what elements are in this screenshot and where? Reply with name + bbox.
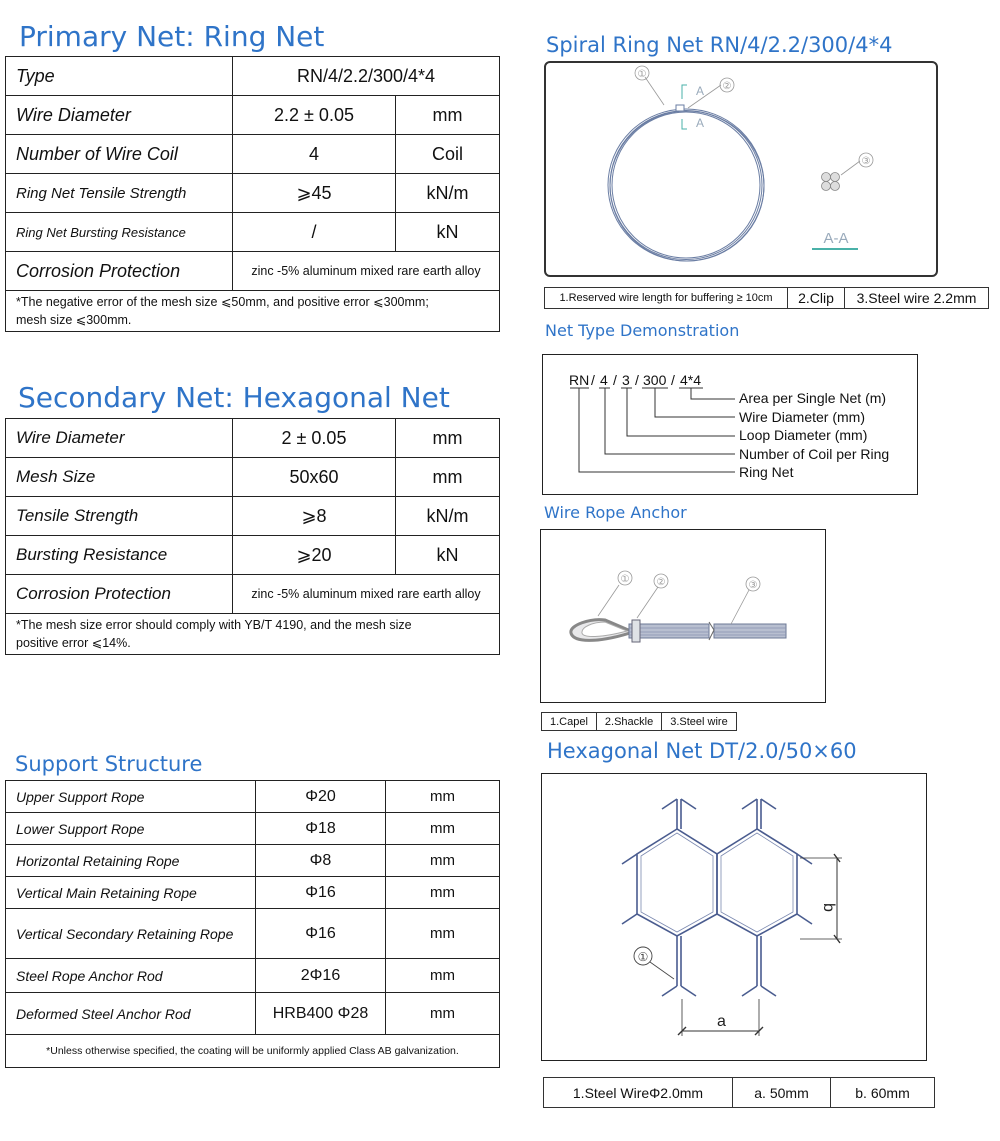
svg-text:/: / bbox=[591, 372, 595, 388]
spiral-ring-diagram bbox=[544, 61, 938, 277]
hex-legend bbox=[543, 1077, 935, 1108]
net-type-diagram bbox=[542, 354, 918, 495]
row-unit: mm bbox=[386, 813, 500, 845]
section-label: A-A bbox=[823, 230, 849, 247]
row-label: Bursting Resistance bbox=[6, 536, 233, 575]
row-label: Vertical Secondary Retaining Rope bbox=[6, 909, 256, 959]
support-structure-table bbox=[5, 780, 500, 1068]
row-unit: mm bbox=[386, 845, 500, 877]
row-label: Lower Support Rope bbox=[6, 813, 256, 845]
spiral-legend bbox=[544, 287, 989, 309]
row-value: 50x60 bbox=[233, 458, 396, 497]
row-label: Ring Net Tensile Strength bbox=[6, 174, 233, 213]
legend-item: 2.Shackle bbox=[596, 713, 661, 731]
legend-item: 1.Capel bbox=[542, 713, 597, 731]
table-note bbox=[6, 614, 500, 655]
table-row bbox=[6, 57, 500, 96]
table-row bbox=[6, 252, 500, 291]
hex-drawing bbox=[542, 774, 926, 1060]
marker-2: ② bbox=[722, 81, 732, 92]
row-label: Number of Wire Coil bbox=[6, 135, 233, 174]
row-label: Steel Rope Anchor Rod bbox=[6, 959, 256, 993]
row-value: zinc -5% aluminum mixed rare earth alloy bbox=[233, 252, 500, 291]
table-row bbox=[6, 993, 500, 1035]
row-label: Deformed Steel Anchor Rod bbox=[6, 993, 256, 1035]
spiral-ring-drawing bbox=[546, 63, 936, 275]
table-row bbox=[6, 497, 500, 536]
code-part: 3 bbox=[622, 372, 630, 388]
row-unit: kN bbox=[396, 536, 500, 575]
row-label: Wire Diameter bbox=[6, 96, 233, 135]
table-row bbox=[6, 536, 500, 575]
row-value: ⩾20 bbox=[233, 536, 396, 575]
row-label: Ring Net Bursting Resistance bbox=[6, 213, 233, 252]
legend-item: 3.Steel wire 2.2mm bbox=[845, 288, 989, 309]
marker-3: ③ bbox=[861, 156, 871, 167]
note-line: *The negative error of the mesh size ⩽50mm, and positive error ⩽300mm; bbox=[16, 295, 429, 309]
row-unit: mm bbox=[386, 959, 500, 993]
row-label: Type bbox=[6, 57, 233, 96]
legend-item: a. 50mm bbox=[733, 1078, 831, 1108]
row-value: ⩾8 bbox=[233, 497, 396, 536]
table-row bbox=[6, 213, 500, 252]
section-a-top: A bbox=[696, 84, 705, 98]
row-unit: mm bbox=[396, 96, 500, 135]
svg-text:/: / bbox=[613, 372, 617, 388]
row-value: Φ16 bbox=[256, 877, 386, 909]
table-row bbox=[6, 909, 500, 959]
row-value: zinc -5% aluminum mixed rare earth alloy bbox=[233, 575, 500, 614]
row-value: Φ8 bbox=[256, 845, 386, 877]
dim-a-label: a bbox=[717, 1013, 726, 1030]
marker-3: ③ bbox=[748, 580, 758, 591]
net-type-item: Ring Net bbox=[739, 464, 794, 480]
note-line: *The mesh size error should comply with YB/T 4190, and the mesh size bbox=[16, 618, 412, 632]
legend-item: 1.Steel WireΦ2.0mm bbox=[544, 1078, 733, 1108]
dim-b-label: b bbox=[820, 903, 837, 912]
table-row bbox=[6, 458, 500, 497]
row-label: Wire Diameter bbox=[6, 419, 233, 458]
marker-1: ① bbox=[637, 950, 649, 964]
section-a-bottom: A bbox=[696, 116, 705, 130]
row-unit: mm bbox=[386, 909, 500, 959]
marker-1: ① bbox=[620, 574, 630, 585]
legend-item: 1.Reserved wire length for buffering ≥ 10cm bbox=[545, 288, 788, 309]
wire-rope-anchor-diagram bbox=[540, 529, 826, 703]
net-type-item: Wire Diameter (mm) bbox=[739, 409, 865, 425]
table-row bbox=[6, 877, 500, 909]
row-value: ⩾45 bbox=[233, 174, 396, 213]
secondary-net-table bbox=[5, 418, 500, 655]
net-type-item: Loop Diameter (mm) bbox=[739, 427, 868, 443]
row-unit: Coil bbox=[396, 135, 500, 174]
row-value: 2.2 ± 0.05 bbox=[233, 96, 396, 135]
row-label: Mesh Size bbox=[6, 458, 233, 497]
support-structure-title: Support Structure bbox=[15, 752, 203, 776]
row-unit: mm bbox=[386, 993, 500, 1035]
table-row bbox=[6, 813, 500, 845]
primary-net-title: Primary Net: Ring Net bbox=[19, 20, 325, 53]
marker-2: ② bbox=[656, 577, 666, 588]
hexagonal-net-diagram bbox=[541, 773, 927, 1061]
spiral-ring-net-title: Spiral Ring Net RN/4/2.2/300/4*4 bbox=[546, 33, 893, 57]
svg-text:/: / bbox=[635, 372, 639, 388]
row-label: Corrosion Protection bbox=[6, 252, 233, 291]
table-row bbox=[6, 135, 500, 174]
net-type-title: Net Type Demonstration bbox=[545, 321, 740, 340]
row-value: 2 ± 0.05 bbox=[233, 419, 396, 458]
note-row bbox=[6, 291, 500, 332]
row-unit: mm bbox=[386, 781, 500, 813]
table-row bbox=[6, 845, 500, 877]
row-unit: kN bbox=[396, 213, 500, 252]
row-label: Horizontal Retaining Rope bbox=[6, 845, 256, 877]
net-type-item: Number of Coil per Ring bbox=[739, 446, 890, 462]
row-value: Φ16 bbox=[256, 909, 386, 959]
table-row bbox=[6, 575, 500, 614]
note-line: positive error ⩽14%. bbox=[16, 636, 131, 650]
row-label: Tensile Strength bbox=[6, 497, 233, 536]
table-note: *Unless otherwise specified, the coating will be uniformly applied Class AB galvanization. bbox=[6, 1035, 500, 1068]
row-value: Φ20 bbox=[256, 781, 386, 813]
legend-item: 3.Steel wire bbox=[662, 713, 736, 731]
table-row bbox=[6, 96, 500, 135]
row-value: HRB400 Φ28 bbox=[256, 993, 386, 1035]
row-unit: mm bbox=[396, 458, 500, 497]
note-line: mesh size ⩽300mm. bbox=[16, 313, 132, 327]
legend-item: 2.Clip bbox=[788, 288, 845, 309]
marker-1: ① bbox=[637, 69, 647, 80]
table-row bbox=[6, 419, 500, 458]
note-row bbox=[6, 1035, 500, 1068]
row-label: Upper Support Rope bbox=[6, 781, 256, 813]
anchor-legend bbox=[541, 712, 737, 731]
legend-item: b. 60mm bbox=[831, 1078, 935, 1108]
secondary-net-title: Secondary Net: Hexagonal Net bbox=[18, 381, 450, 414]
row-unit: mm bbox=[386, 877, 500, 909]
row-label: Corrosion Protection bbox=[6, 575, 233, 614]
table-row bbox=[6, 174, 500, 213]
table-row bbox=[6, 959, 500, 993]
row-value: 4 bbox=[233, 135, 396, 174]
row-value: Φ18 bbox=[256, 813, 386, 845]
hexagonal-net-title: Hexagonal Net DT/2.0/50×60 bbox=[547, 739, 857, 763]
row-value: / bbox=[233, 213, 396, 252]
wire-rope-anchor-title: Wire Rope Anchor bbox=[544, 503, 687, 522]
svg-text:/: / bbox=[671, 372, 675, 388]
row-unit: mm bbox=[396, 419, 500, 458]
row-value: RN/4/2.2/300/4*4 bbox=[233, 57, 500, 96]
table-note bbox=[6, 291, 500, 332]
anchor-drawing bbox=[541, 530, 825, 702]
row-unit: kN/m bbox=[396, 497, 500, 536]
code-part: RN bbox=[569, 372, 590, 388]
net-type-drawing bbox=[543, 355, 917, 494]
row-value: 2Φ16 bbox=[256, 959, 386, 993]
row-label: Vertical Main Retaining Rope bbox=[6, 877, 256, 909]
primary-net-table bbox=[5, 56, 500, 332]
net-type-item: Area per Single Net (m) bbox=[739, 390, 887, 406]
note-row bbox=[6, 614, 500, 655]
code-part: 4 bbox=[600, 372, 608, 388]
code-part: 4*4 bbox=[680, 372, 702, 388]
code-part: 300 bbox=[643, 372, 667, 388]
table-row bbox=[6, 781, 500, 813]
row-unit: kN/m bbox=[396, 174, 500, 213]
